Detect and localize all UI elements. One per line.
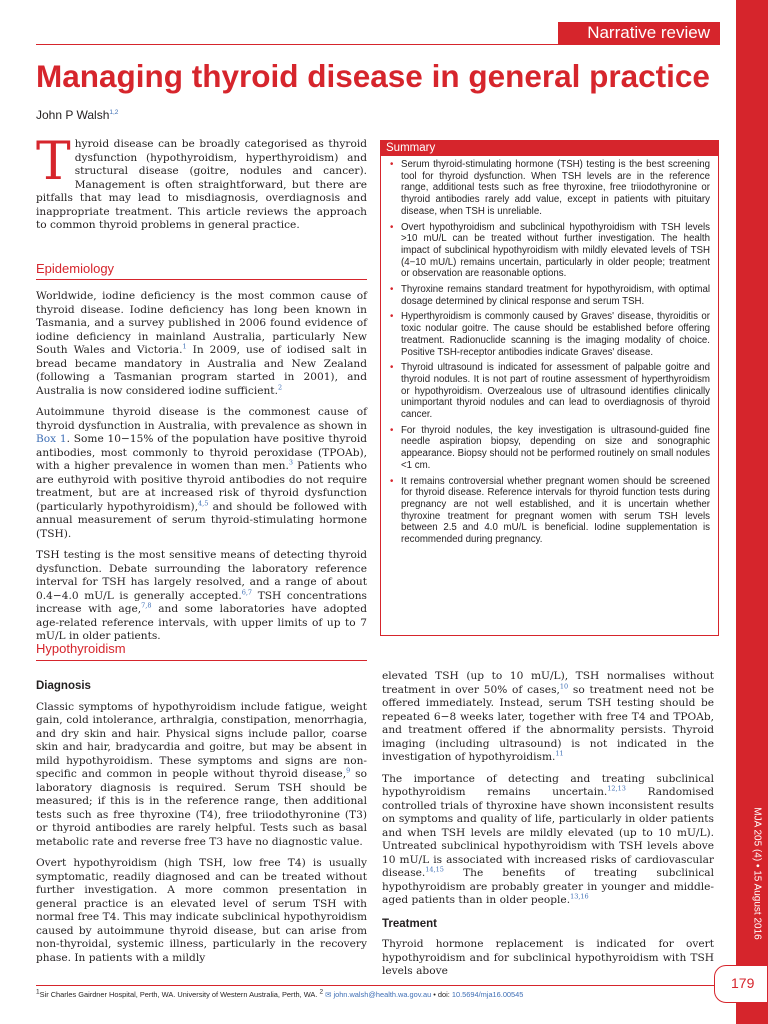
ref-11[interactable]: 11 (555, 749, 564, 758)
ref-6-7[interactable]: 6,7 (241, 587, 253, 596)
author-name: John P Walsh (36, 108, 110, 122)
diagnosis-paragraph-4 (382, 773, 714, 908)
email-icon: ✉ (325, 990, 332, 999)
epidemiology-rule (36, 279, 367, 280)
diag-p4-c: The benefits of treating subclinical hypothyroidism are probably greater in younger and middle-aged patients than in older people. (382, 867, 714, 906)
footer-sup-2: 2 (319, 988, 324, 996)
intro-column (36, 132, 367, 241)
summary-item: • Overt hypothyroidism and subclinical hypothyroidism with TSH levels >10 mU/L can be treated without further investigation. The health impact of subclinical hypothyroidism with mildly elevated levels of TSH (4−10 mU/L) remains uncertain, particularly in older people; treatment or observation are reasonable options. (401, 222, 710, 281)
summary-item: • Thyroxine remains standard treatment for hypothyroidism, with optimal dosage determined by clinical response and serum TSH. (401, 284, 710, 307)
heading-treatment: Treatment (382, 917, 437, 930)
diag-p4-a: The importance of detecting and treating subclinical hypothyroidism remains uncertain. (382, 772, 714, 798)
doi-label: • doi: (431, 990, 452, 999)
epidemiology-column (36, 290, 367, 652)
footer-sup-1: 1 (36, 988, 40, 996)
section-banner: Narrative review (558, 22, 720, 45)
epi-p2-b: . Some 10−15% of the population have positive thyroid antibodies, most commonly to thyroid peroxidase (TPOAb), with a higher prevalence in women than men. (36, 433, 367, 472)
ref-12-13[interactable]: 12,13 (607, 784, 626, 793)
heading-diagnosis: Diagnosis (36, 680, 91, 692)
ref-10[interactable]: 10 (559, 681, 569, 690)
box-1-link[interactable]: Box 1 (36, 433, 67, 445)
summary-box (380, 140, 719, 636)
summary-item: • It remains controversial whether pregnant women should be screened for thyroid disease. Reference intervals for thyroid function tests during pregnancy are not well established, and it is uncertain whether thyroxine treatment for pregnant women with serum TSH levels between 2.5 and 4.0 mU/L is beneficial. Iodine supplementation is recommended during pregnancy. (401, 476, 710, 546)
epi-p2-c: Patients who are euthyroid with positive thyroid antibodies do not require treatment, but are at increased risk of thyroid dysfunction (particularly hypothyroidism), (36, 460, 367, 513)
author-affiliation-ref[interactable]: 1,2 (109, 109, 119, 116)
header-rule (36, 44, 720, 45)
article-title: Managing thyroid disease in general practice (36, 58, 710, 94)
ref-13-16[interactable]: 13,16 (570, 892, 589, 901)
ref-3[interactable]: 3 (288, 458, 293, 467)
treatment-paragraph: Thyroid hormone replacement is indicated for overt hypothyroidism and for subclinical hypothyroidism with TSH levels above (382, 938, 714, 977)
journal-citation-text: MJA 205 (4) • 15 August 2016 (751, 807, 763, 940)
summary-item: • Serum thyroid-stimulating hormone (TSH) testing is the best screening tool for thyroid dysfunction. When TSH levels are in the reference range, additional tests such as free thyroxine, free triiodothyronine or thyroid antibodies rarely add value, except in patients with pituitary disease, when TSH is unreliable. (401, 159, 710, 218)
epidemiology-paragraph-3 (36, 549, 367, 644)
ref-1[interactable]: 1 (182, 342, 187, 351)
diag-p1-a: Classic symptoms of hypothyroidism include fatigue, weight gain, cold intolerance, arthralgia, constipation, menorrhagia, and dry skin and hair. Physical signs include pallor, coarse skin and hair, bradycardia and goitre, but may be absent in mild hypothyroidism. These symptoms and signs are non-specific and common in people without thyroid disease, (36, 700, 367, 780)
diag-p4-b: Randomised controlled trials of thyroxine have shown inconsistent results on symptoms and quality of life, particularly in older patients and when TSH levels are mildly elevated (up to 10 mU/L). Untreated subclinical hypothyroidism with TSH levels above 10 mU/L is associated with increased risks of cardiovascular disease. (382, 786, 715, 879)
epidemiology-paragraph-2 (36, 406, 367, 541)
epi-p2-a: Autoimmune thyroid disease is the commonest cause of thyroid dysfunction in Australia, with prevalence as shown in (36, 406, 367, 432)
summary-item: • For thyroid nodules, the key investigation is ultrasound-guided fine needle aspiration biopsy, depending on size and sonographic appearance. Biopsy should not be performed routinely on small nodules <1 cm. (401, 425, 710, 472)
summary-list (381, 156, 718, 546)
ref-7-8[interactable]: 7,8 (141, 601, 152, 610)
diagnosis-paragraph-3 (382, 670, 714, 765)
footer-affiliations: Sir Charles Gairdner Hospital, Perth, WA. University of Western Australia, Perth, WA. (39, 990, 318, 999)
page-number: 179 (714, 965, 768, 1003)
epidemiology-paragraph-1 (36, 290, 367, 398)
epi-p3-c: and some laboratories have adopted age-related reference intervals, with upper limits of up to 7 mU/L in older patients. (36, 603, 367, 642)
heading-epidemiology: Epidemiology (36, 261, 115, 276)
diag-p3-a: elevated TSH (up to 10 mU/L), TSH normalises without treatment in over 50% of cases, (382, 670, 714, 696)
journal-citation (735, 800, 768, 950)
heading-hypothyroidism: Hypothyroidism (36, 641, 126, 656)
summary-heading: Summary (381, 140, 718, 156)
author-email-link[interactable]: john.walsh@health.wa.gov.au (333, 990, 432, 999)
epi-p3-a: TSH testing is the most sensitive means of detecting thyroid dysfunction. Debate surrounding the laboratory reference interval for TSH has largely resolved, and a range of about 0.4−4.0 mU/L is generally accepted. (36, 549, 367, 602)
hypothyroidism-left-column (36, 676, 367, 973)
ref-2[interactable]: 2 (277, 382, 283, 391)
diagnosis-paragraph-2: Overt hypothyroidism (high TSH, low free T4) is usually symptomatic, readily diagnosed and can be treated without further investigation. A more common presentation in general practice is an elevated level of serum TSH with normal free T4. This may indicate subclinical hypothyroidism caused by autoimmune thyroid disease, but can arise from non-thyroidal, systemic illness, particularly in the recovery phase. In patients with a mildly (36, 857, 367, 964)
ref-4-5[interactable]: 4,5 (198, 498, 209, 507)
intro-text: hyroid disease can be broadly categorised as thyroid dysfunction (hypothyroidism, hyperthyroidism) and structural disease (goitre, nodules and cancer). Management is often straightforward, but there are pitfalls that may lead to misdiagnosis, overdiagnosis and inappropriate treatment. This article reviews the approach to common thyroid problems in general practice. (36, 138, 367, 231)
hypothyroidism-rule (36, 660, 367, 661)
epi-p1-text: Worldwide, iodine deficiency is the most common cause of thyroid disease. Iodine deficiency has long been known in Tasmania, and a survey published in 2006 found evidence of iodine deficiency in mainland Australia, particularly New South Wales and Victoria. (36, 290, 367, 356)
diag-p3-b: so treatment need not be offered immediately. Instead, serum TSH testing should be repeated 6−8 weeks later, together with free T4 and TPOAb, and treatment offered if the abnormality persists. Thyroid imaging (including ultrasound) is not indicated in the investigation of hypothyroidism. (382, 683, 714, 763)
drop-cap: T (36, 132, 71, 192)
diag-p1-b: so laboratory diagnosis is required. Serum TSH should be measured; if this is in the reference range, then additional tests such as free thyroxine (T4), free triiodothyronine (T3) or thyroid antibodies are rarely helpful. Tests such as basal metabolic rate and reverse free T3 have no diagnostic value. (36, 768, 367, 848)
footer-rule (36, 985, 714, 986)
diagnosis-paragraph-1 (36, 701, 367, 850)
hypothyroidism-right-column (382, 670, 714, 987)
epi-p2-d: and should be followed with annual measurement of serum thyroid-stimulating hormone (TSH). (36, 500, 368, 540)
intro-paragraph (36, 132, 367, 233)
summary-item: • Hyperthyroidism is commonly caused by Graves' disease, thyroiditis or toxic nodular goitre. The cause should be established before offering treatment. Radionuclide scanning is the imaging modality of choice. Positive TSH-receptor antibodies indicate Graves' disease. (401, 311, 710, 358)
ref-9[interactable]: 9 (346, 766, 351, 775)
author-line (36, 108, 118, 122)
footer (36, 990, 523, 999)
epi-p1-text2: In 2009, use of iodised salt in bread became mandatory in Australia and New Zealand (following a Tasmanian program started in 2001), and Australia is now considered iodine sufficient. (36, 344, 367, 397)
doi-link[interactable]: 10.5694/mja16.00545 (451, 990, 524, 999)
summary-item: • Thyroid ultrasound is indicated for assessment of palpable goitre and thyroid nodules. It is not part of routine assessment of hyperthyroidism or hypothyroidism. Overzealous use of ultrasound identifies clinically unimportant thyroid nodules and can lead to overdiagnosis of thyroid cancer. (401, 362, 710, 421)
epi-p3-b: TSH concentrations increase with age, (36, 589, 367, 615)
ref-14-15[interactable]: 14,15 (425, 865, 444, 874)
